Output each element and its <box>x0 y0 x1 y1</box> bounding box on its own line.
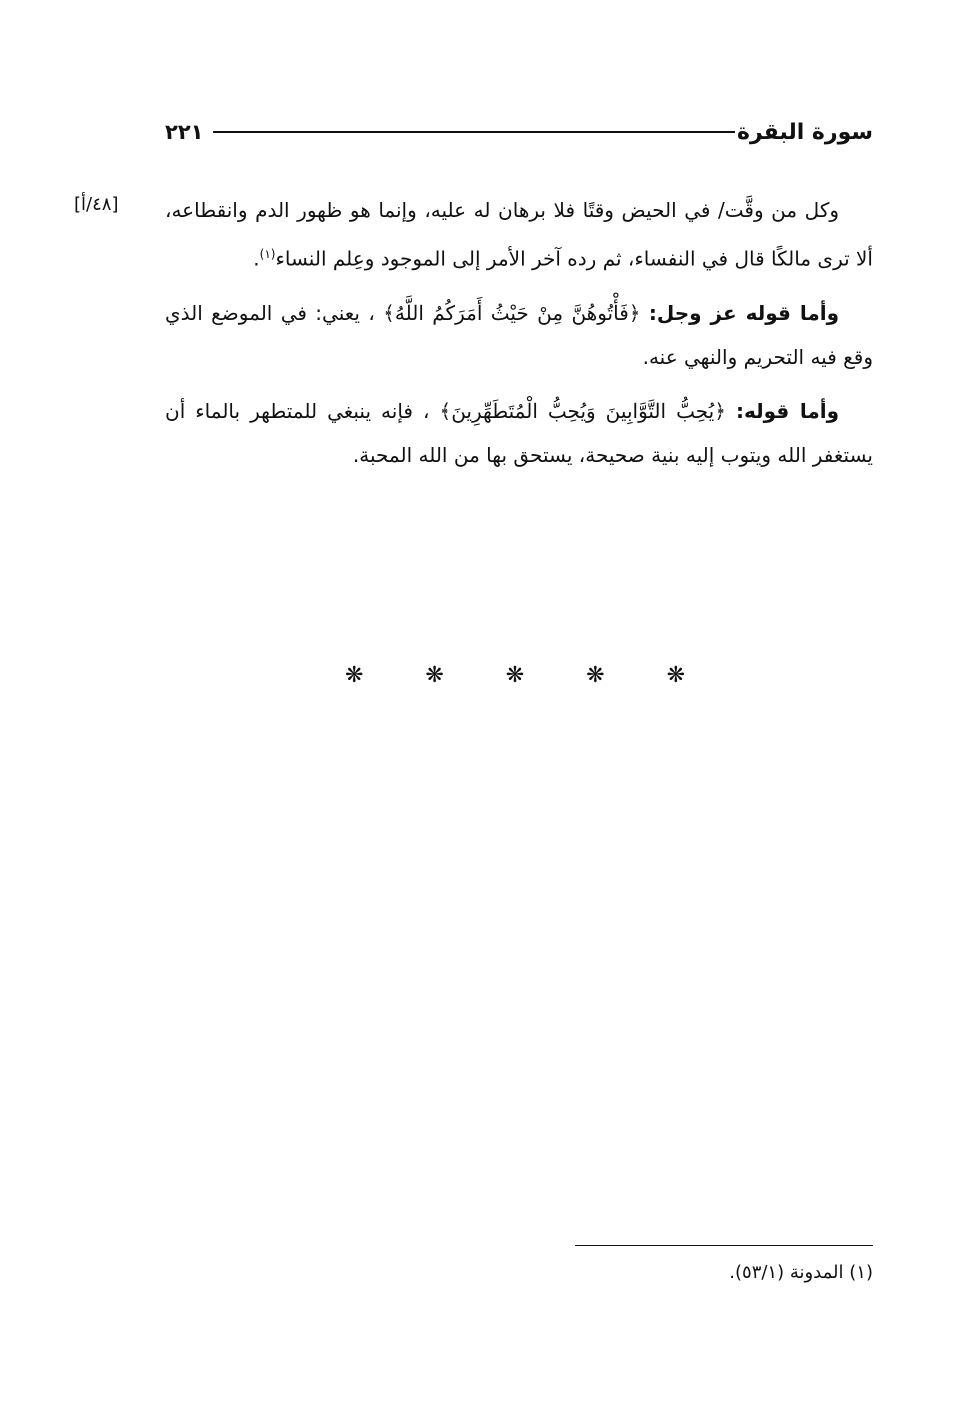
paragraph-end: . <box>253 246 260 271</box>
paragraph-2 <box>165 291 873 379</box>
quran-quote: ﴿يُحِبُّ التَّوَّابِينَ وَيُحِبُّ الْمُتَطَهِّرِينَ﴾ <box>439 398 726 423</box>
manuscript-folio-reference: [٤٨/أ] <box>74 194 119 215</box>
paragraph-1 <box>165 188 873 281</box>
section-divider <box>345 663 685 688</box>
ornament-icon: ❋ <box>345 663 364 688</box>
footnote-separator <box>575 1245 873 1246</box>
quran-quote: ﴿فَأْتُوهُنَّ مِنْ حَيْثُ أَمَرَكُمُ اللَّهُ﴾ <box>383 300 641 325</box>
paragraph-text: وكل من وقَّت/ في الحيض وقتًا فلا برهان له عليه، وإنما هو ظهور الدم وانقطاعه، ألا ترى مالكًا قال في النفساء، ثم رده آخر الأمر إلى الموجود وعِلم النساء <box>165 198 873 271</box>
running-title: سورة البقرة <box>736 119 873 145</box>
header-rule <box>213 131 735 133</box>
ornament-icon: ❋ <box>505 663 525 688</box>
paragraph-lead: وأما قوله: <box>735 398 840 423</box>
footnote-marker[interactable]: (١) <box>259 247 276 261</box>
ornament-icon: ❋ <box>666 663 685 688</box>
page-header <box>165 112 873 152</box>
paragraph-lead: وأما قوله عز وجل: <box>648 300 840 325</box>
paragraph-text: ، يعني: في الموضع الذي وقع فيه التحريم والنهي عنه. <box>165 300 873 369</box>
ornament-icon: ❋ <box>425 663 444 688</box>
main-text <box>165 188 873 487</box>
page-number: ٢٢١ <box>165 120 204 144</box>
footnote: (١) المدونة (٥٣/١). <box>729 1262 873 1283</box>
paragraph-text: ، فإنه ينبغي للمتطهر بالماء أن يستغفر الله ويتوب إليه بنية صحيحة، يستحق بها من الله المحبة. <box>165 398 873 467</box>
ornament-icon: ❋ <box>586 663 605 688</box>
paragraph-3 <box>165 389 873 477</box>
